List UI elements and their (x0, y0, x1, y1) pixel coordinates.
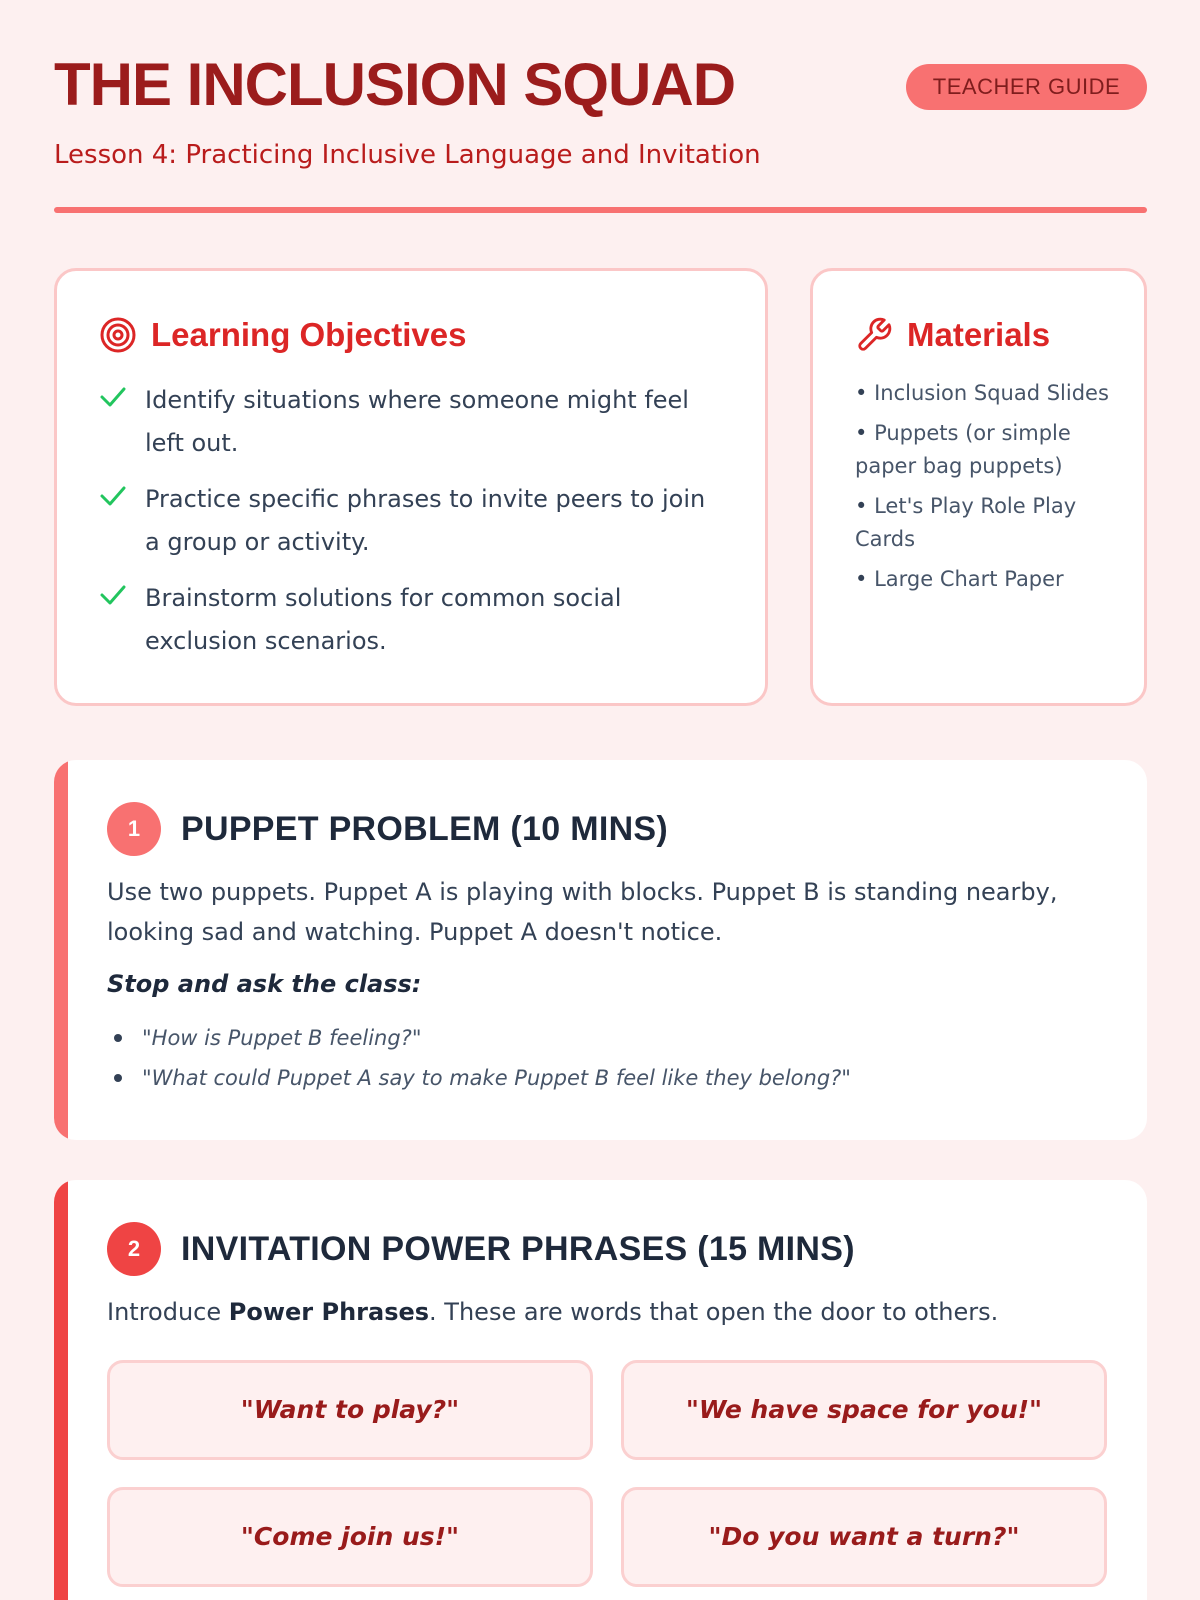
power-phrase-card: "Do you want a turn?" (621, 1487, 1107, 1587)
power-phrase-card: "Want to play?" (107, 1360, 593, 1460)
objective-item (99, 478, 719, 564)
ask-class-label: Stop and ask the class: (107, 970, 422, 998)
bullet-icon: • (855, 421, 868, 445)
step-accent-bar (54, 1180, 68, 1600)
learning-objectives-heading (99, 313, 466, 357)
target-icon (99, 316, 137, 354)
step-accent-bar (54, 760, 68, 1140)
check-icon (99, 379, 145, 465)
step-intro (107, 1292, 1097, 1332)
step-puppet-problem (54, 760, 1147, 1140)
material-item (855, 563, 1115, 596)
bullet-icon: • (855, 494, 868, 518)
power-phrase-card: "Come join us!" (107, 1487, 593, 1587)
material-item (855, 417, 1115, 483)
header-divider (54, 207, 1147, 213)
materials-heading (855, 313, 1050, 357)
power-phrase-card: "We have space for you!" (621, 1360, 1107, 1460)
check-icon (99, 577, 145, 663)
question-text: "What could Puppet A say to make Puppet B feel like they belong?" (142, 1066, 851, 1090)
lesson-subtitle: Lesson 4: Practicing Inclusive Language and Invitation (54, 140, 761, 170)
objective-text: Practice specific phrases to invite peers to join a group or activity. (145, 485, 706, 556)
objective-text: Brainstorm solutions for common social exclusion scenarios. (145, 584, 622, 655)
step-number-badge: 1 (107, 802, 161, 856)
bullet-icon (114, 1074, 122, 1082)
objective-item (99, 577, 719, 663)
material-item (855, 377, 1115, 410)
materials-list (855, 377, 1115, 603)
question-text: "How is Puppet B feeling?" (142, 1026, 422, 1050)
question-item (114, 1018, 851, 1058)
materials-card (810, 268, 1147, 706)
bullet-icon (114, 1034, 122, 1042)
page-title: THE INCLUSION SQUAD (54, 51, 736, 118)
objective-text: Identify situations where someone might feel left out. (145, 386, 689, 457)
intro-bold-term: Power Phrases (228, 1298, 430, 1326)
intro-text-before: Introduce (107, 1298, 229, 1326)
materials-title: Materials (907, 316, 1051, 353)
teacher-guide-badge: TEACHER GUIDE (906, 64, 1147, 110)
objectives-list (99, 379, 719, 676)
learning-objectives-card (54, 268, 768, 706)
step-description: Use two puppets. Puppet A is playing with blocks. Puppet B is standing nearby, looking sad and watching. Puppet A doesn't notice. (107, 878, 1058, 946)
material-text: Let's Play Role Play Cards (855, 494, 1077, 551)
step-title: PUPPET PROBLEM (10 MINS) (181, 810, 669, 848)
bullet-icon: • (855, 381, 868, 405)
material-text: Puppets (or simple paper bag puppets) (855, 421, 1071, 478)
bullet-icon: • (855, 567, 868, 591)
material-item (855, 490, 1115, 556)
check-icon (99, 478, 145, 564)
wrench-icon (855, 316, 893, 354)
step-invitation-power-phrases (54, 1180, 1147, 1600)
intro-text-after: . These are words that open the door to others. (429, 1298, 999, 1326)
learning-objectives-title: Learning Objectives (151, 316, 467, 353)
material-text: Inclusion Squad Slides (874, 381, 1109, 405)
question-list (114, 1018, 851, 1098)
step-title: INVITATION POWER PHRASES (15 MINS) (181, 1230, 855, 1268)
material-text: Large Chart Paper (874, 567, 1064, 591)
question-item (114, 1058, 851, 1098)
step-number-badge: 2 (107, 1222, 161, 1276)
objective-item (99, 379, 719, 465)
